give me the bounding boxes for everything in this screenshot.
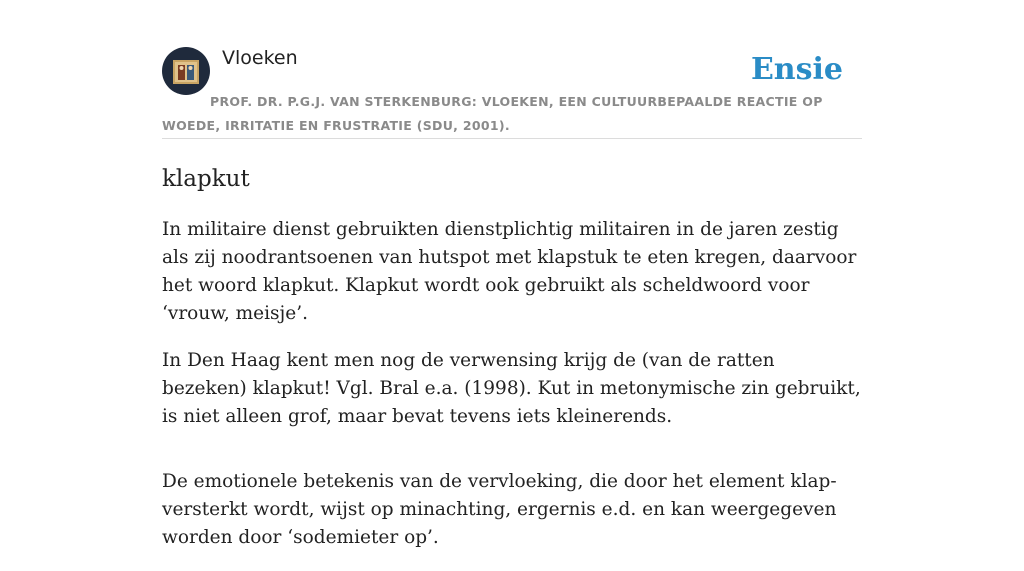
definition-paragraph: De emotionele betekenis van de vervloeking, die door het element klap- versterkt wordt, wijst op minachting, ergernis e.d. en kan weergegeven worden door ‘sodemieter op’.: [162, 471, 837, 548]
source-avatar[interactable]: [162, 47, 210, 95]
book-cover-icon: [173, 60, 199, 84]
definition-paragraph: In Den Haag kent men nog de verwensing krijg de (van de ratten bezeken) klapkut! Vgl. Bral e.a. (1998). Kut in metonymische zin gebruikt, is niet alleen grof, maar bevat tevens iets kleinerends.: [162, 350, 861, 427]
divider: [162, 138, 862, 139]
definition-paragraph: In militaire dienst gebruikten dienstplichtig militairen in de jaren zestig als zij noodrantsoenen van hutspot met klapstuk te eten kregen, daarvoor het woord klapkut. Klapkut wordt ook gebruikt als scheldwoord voor ‘vrouw, meisje’.: [162, 219, 857, 324]
source-title[interactable]: Vloeken: [222, 47, 298, 69]
source-credit: PROF. DR. P.G.J. VAN STERKENBURG: VLOEKEN, EEN CULTUURBEPAALDE REACTIE OP WOEDE, IRRITATIE EN FRUSTRATIE (SDU, 2001).: [162, 94, 823, 133]
entry-definition: [162, 216, 862, 571]
entry-term: klapkut: [162, 166, 250, 192]
ensie-logo[interactable]: Ensie: [750, 52, 843, 87]
